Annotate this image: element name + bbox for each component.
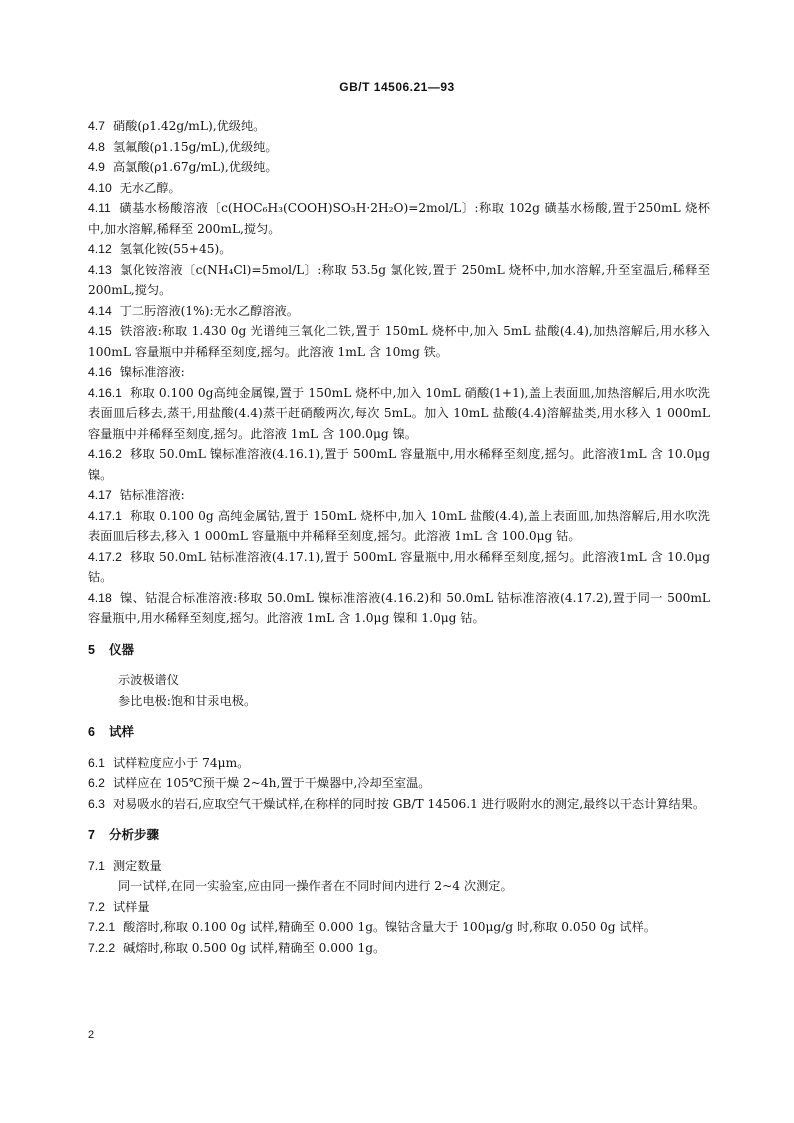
clause xyxy=(88,897,710,918)
clause-text: 氢氧化铵(55+45)。 xyxy=(119,242,232,256)
clause-number: 4.7 xyxy=(88,119,105,133)
clause-number: 4.16.2 xyxy=(88,447,122,461)
section-number: 6 xyxy=(88,725,95,739)
document-body xyxy=(88,116,710,958)
clause-number: 4.16 xyxy=(88,365,112,379)
clause xyxy=(88,178,710,199)
clause-number: 4.12 xyxy=(88,242,112,256)
clause-number: 4.18 xyxy=(88,590,112,605)
clause-number: 4.15 xyxy=(88,324,112,338)
clause-text: 无水乙醇。 xyxy=(119,180,181,195)
clause xyxy=(88,753,710,774)
section-title: 仪器 xyxy=(108,641,134,657)
clause xyxy=(88,856,710,877)
clause-number: 7.2.2 xyxy=(88,940,116,955)
clause xyxy=(88,137,710,158)
clause-number: 4.8 xyxy=(88,139,105,154)
clause-text: 移取 50.0mL 钴标准溶液(4.17.1),置于 500mL 容量瓶中,用水稀释至刻度,摇匀。此溶液1mL 含 10.0μg 钴。 xyxy=(88,549,710,584)
clause-text: 磺基水杨酸溶液〔c(HOC₆H₃(COOH)SO₃H·2H₂O)=2mol/L〕:称取 102g 磺基水杨酸,置于250mL 烧杯中,加水溶解,稀释至 200mL,搅匀。 xyxy=(88,201,710,236)
clause-number: 4.17.2 xyxy=(88,549,122,564)
clause-text: 铁溶液:称取 1.430 0g 光谱纯三氧化二铁,置于 150mL 烧杯中,加入 5mL 盐酸(4.4),加热溶解后,用水移入 100mL 容量瓶中并稀释至刻度,摇匀。此溶液 1mL 含 10mg 铁。 xyxy=(88,324,710,359)
clause xyxy=(88,588,710,629)
clause-number: 4.11 xyxy=(88,201,111,215)
section-title: 分析步骤 xyxy=(108,827,159,842)
clause-text: 称取 0.100 0g高纯金属镍,置于 150mL 烧杯中,加入 10mL 硝酸(1+1),盖上表面皿,加热溶解后,用水吹洗表面皿后移去,蒸干,用盐酸(4.4)蒸干赶硝酸两次,每次 5mL。加入 10mL 盐酸(4.4)溶解盐类,用水移入 1 000mL 容量瓶中并稀释至刻度,摇匀。此溶液 1mL 含 100.0μg 镍。 xyxy=(88,385,710,441)
instrument-line: 参比电极:饱和甘汞电极。 xyxy=(118,693,257,708)
section-7-heading xyxy=(88,825,710,846)
clause-text: 同一试样,在同一实验室,应由同一操作者在不同时间内进行 2~4 次测定。 xyxy=(118,879,513,893)
clause xyxy=(88,506,710,547)
clause xyxy=(88,383,710,445)
section-5-heading xyxy=(88,640,710,661)
clause-text: 镍标准溶液: xyxy=(119,365,185,379)
clause-number: 4.14 xyxy=(88,303,112,318)
clause-text: 镍、钴混合标准溶液:移取 50.0mL 镍标准溶液(4.16.2)和 50.0mL 钴标准溶液(4.17.2),置于同一 500mL 容量瓶中,用水稀释至刻度,摇匀。此溶液 1mL 含 1.0μg 镍和 1.0μg 钴。 xyxy=(88,590,710,625)
clause-title: 测定数量 xyxy=(112,858,162,873)
section-title: 试样 xyxy=(108,724,134,739)
clause-text: 移取 50.0mL 镍标准溶液(4.16.1),置于 500mL 容量瓶中,用水稀释至刻度,摇匀。此溶液1mL 含 10.0μg 镍。 xyxy=(88,447,710,482)
clause-text: 氯化铵溶液〔c(NH₄Cl)=5mol/L〕:称取 53.5g 氯化铵,置于 250mL 烧杯中,加水溶解,升至室温后,稀释至 200mL,搅匀。 xyxy=(88,262,710,297)
clause xyxy=(88,773,710,794)
clause xyxy=(88,794,710,815)
clause xyxy=(88,362,710,383)
clause-title: 试样量 xyxy=(112,899,150,914)
instrument-line: 示波极谱仪 xyxy=(118,673,179,687)
clause-number: 7.2.1 xyxy=(88,920,116,934)
section-6-heading xyxy=(88,722,710,743)
clause-number: 4.9 xyxy=(88,160,105,174)
page-header: GB/T 14506.21—93 xyxy=(339,80,455,94)
clause xyxy=(88,301,710,322)
clause-text: 碱熔时,称取 0.500 0g 试样,精确至 0.000 1g。 xyxy=(123,940,386,955)
clause-number: 4.13 xyxy=(88,262,112,277)
clause-number: 4.17 xyxy=(88,488,112,502)
clause-number: 6.3 xyxy=(88,796,105,811)
clause xyxy=(88,444,710,485)
clause xyxy=(88,321,710,362)
section-number: 7 xyxy=(88,828,95,842)
clause-number: 6.2 xyxy=(88,776,105,790)
reagent-list xyxy=(88,116,710,629)
clause-text: 钴标准溶液: xyxy=(119,488,185,502)
clause xyxy=(88,260,710,301)
clause-number: 4.10 xyxy=(88,180,112,195)
clause-text: 高氯酸(ρ1.67g/mL),优级纯。 xyxy=(112,160,278,174)
clause xyxy=(88,547,710,588)
clause xyxy=(88,157,710,178)
clause-number: 4.17.1 xyxy=(88,508,122,523)
clause-text: 丁二肟溶液(1%):无水乙醇溶液。 xyxy=(119,303,299,318)
clause-number: 6.1 xyxy=(88,755,105,770)
clause-number: 7.2 xyxy=(88,899,105,914)
clause-text: 氢氟酸(ρ1.15g/mL),优级纯。 xyxy=(112,139,278,154)
section-number: 5 xyxy=(88,642,95,657)
clause-text: 称取 0.100 0g 高纯金属钴,置于 150mL 烧杯中,加入 10mL 盐酸(4.4),盖上表面皿,加热溶解后,用水吹洗表面皿后移去,移入 1 000mL 容量瓶中并稀释至刻度,摇匀。此溶液 1mL 含 100.0μg 钴。 xyxy=(88,508,710,543)
clause-number: 7.1 xyxy=(88,858,105,873)
clause xyxy=(88,485,710,506)
clause-text: 试样应在 105℃预干燥 2~4h,置于干燥器中,冷却至室温。 xyxy=(112,776,431,790)
clause-text: 酸溶时,称取 0.100 0g 试样,精确至 0.000 1g。镍钴含量大于 100μg/g 时,称取 0.050 0g 试样。 xyxy=(123,920,657,934)
page-number: 2 xyxy=(88,1029,95,1041)
clause-number: 4.16.1 xyxy=(88,385,122,400)
clause-text: 试样粒度应小于 74μm。 xyxy=(112,755,250,770)
clause xyxy=(88,917,710,938)
clause xyxy=(88,239,710,260)
clause xyxy=(88,938,710,959)
clause-text: 硝酸(ρ1.42g/mL),优级纯。 xyxy=(112,119,266,133)
clause-text: 对易吸水的岩石,应取空气干燥试样,在称样的同时按 GB/T 14506.1 进行吸附水的测定,最终以干态计算结果。 xyxy=(112,796,706,811)
clause xyxy=(88,198,710,239)
clause xyxy=(88,116,710,137)
